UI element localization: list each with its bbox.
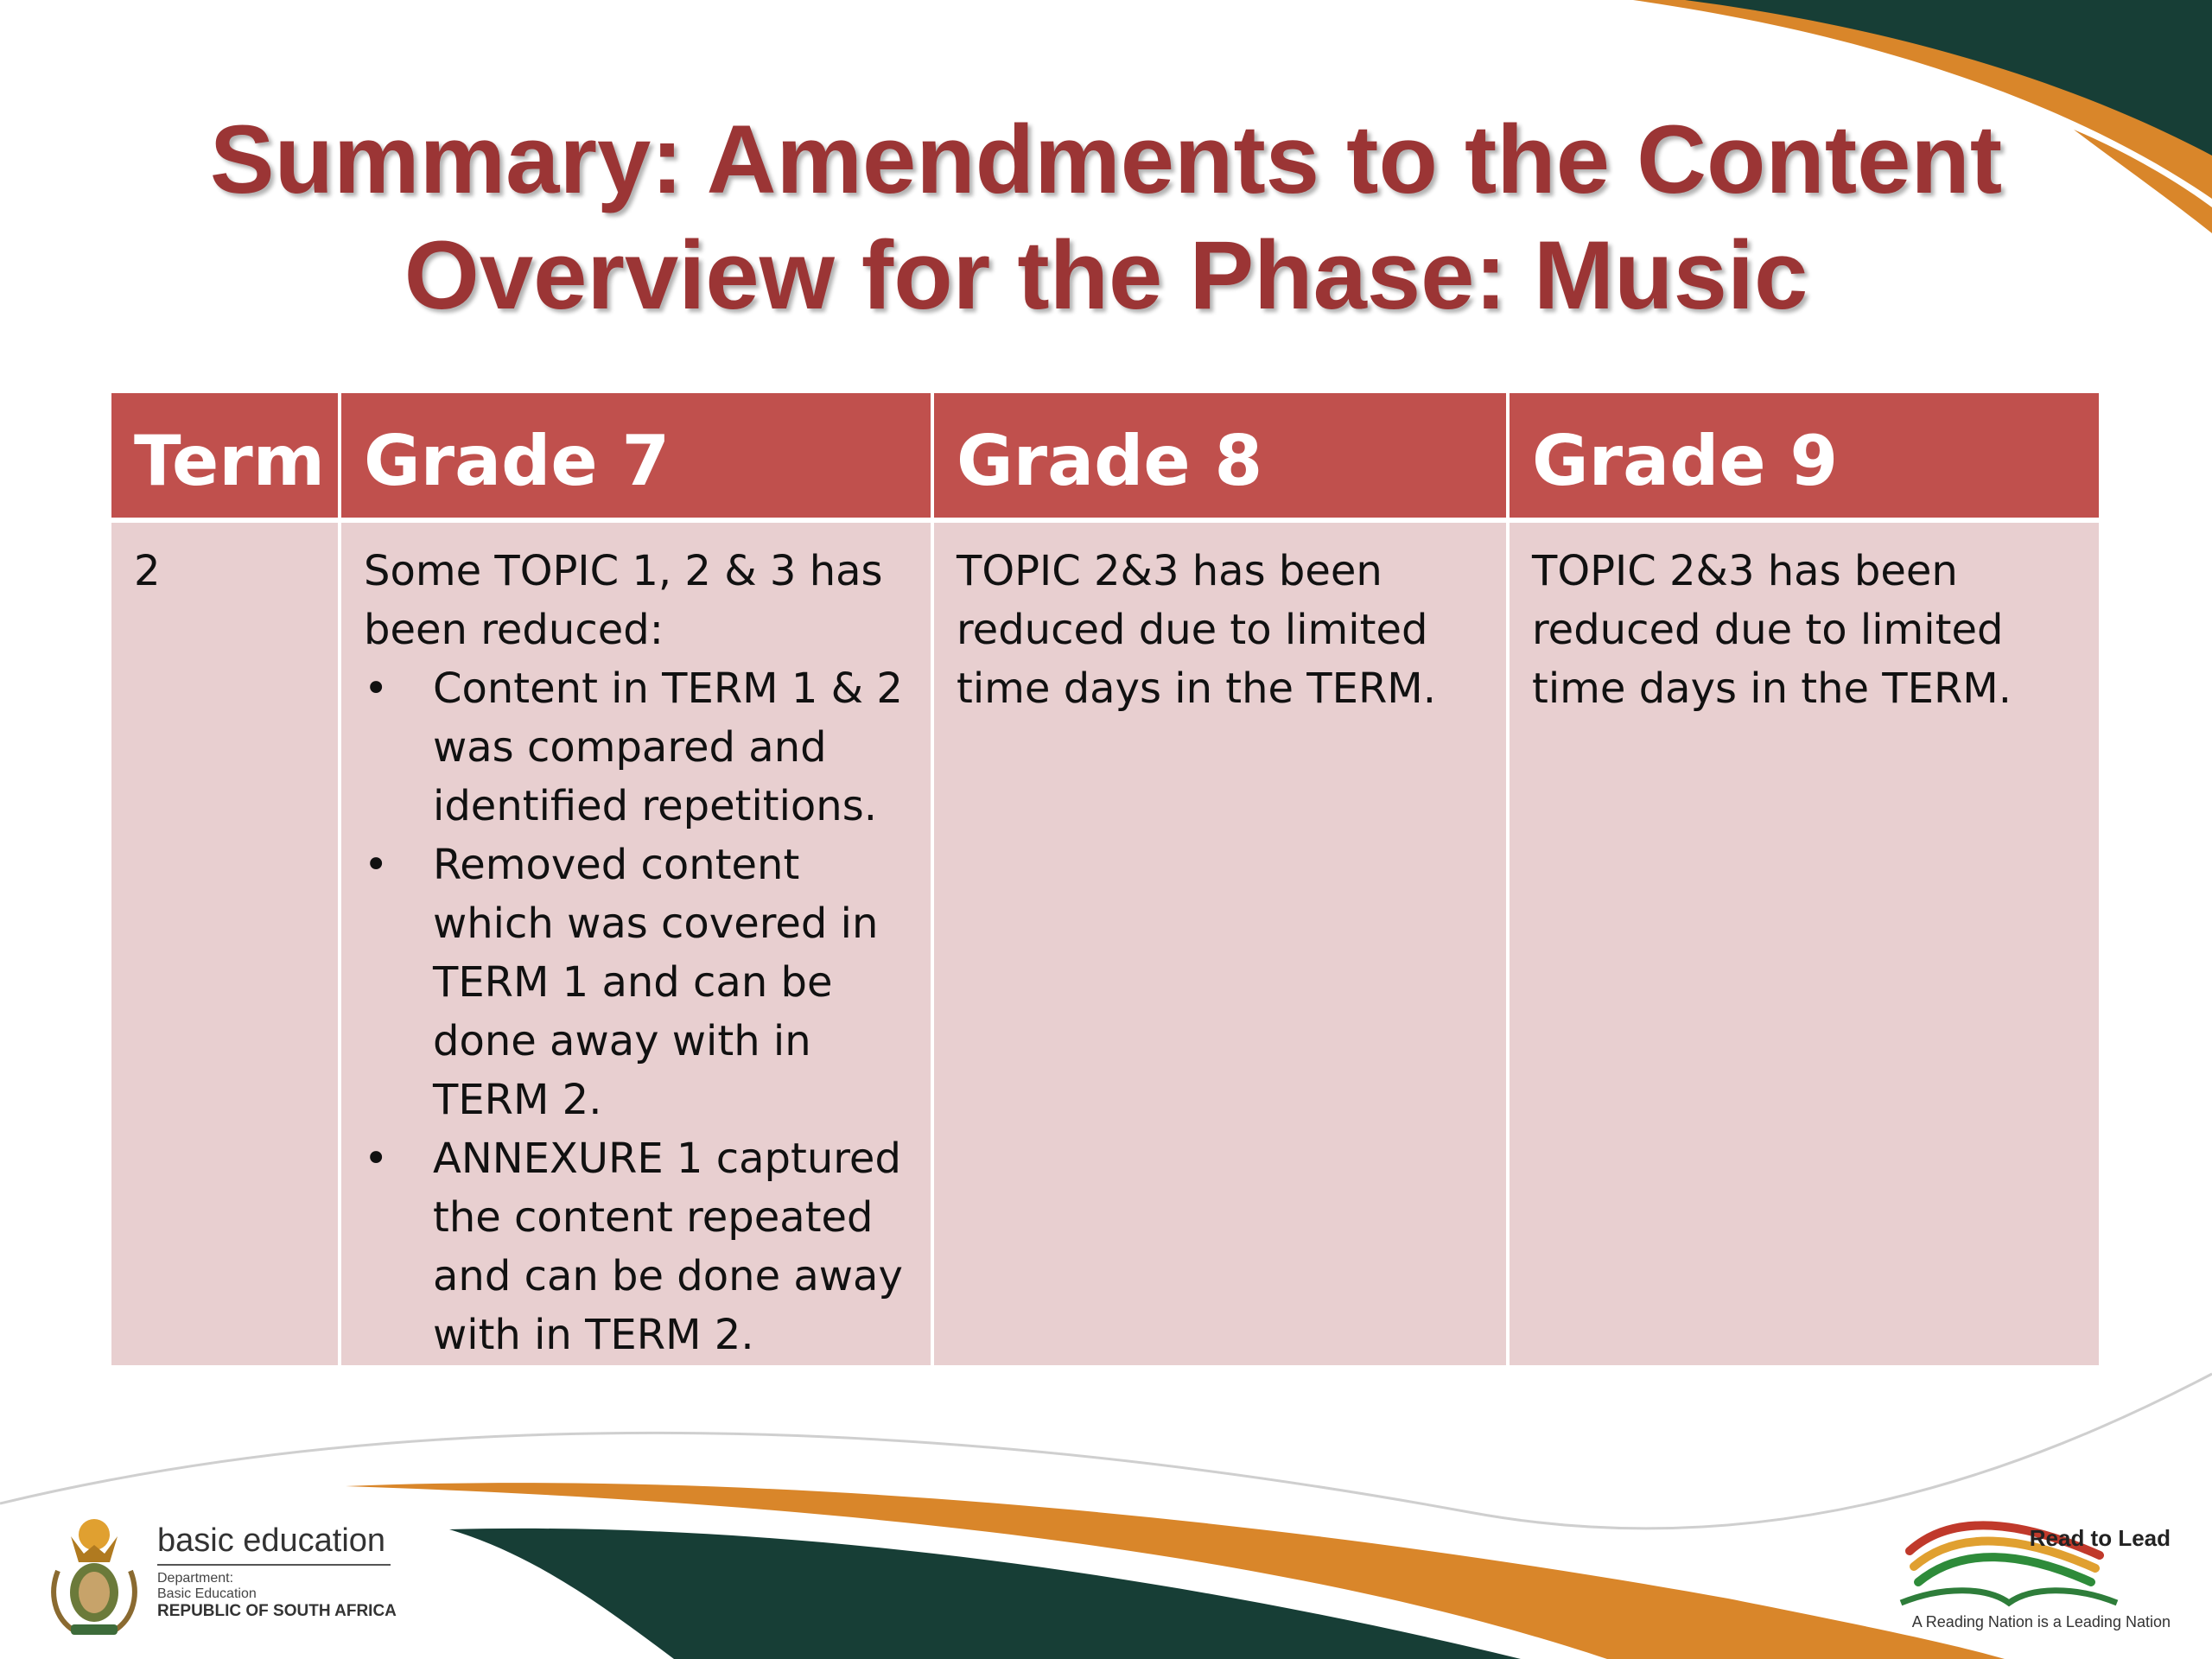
slide-title (86, 102, 2126, 334)
bullet-text: Removed content which was covered in TERM 1 and can be done away with in TERM 2. (433, 841, 879, 1124)
read-to-lead-tagline: A Reading Nation is a Leading Nation (1911, 1613, 2171, 1630)
bullet-icon: • (364, 664, 389, 713)
read-to-lead-logo (1892, 1508, 2177, 1637)
brand-name: basic education (157, 1522, 386, 1559)
cell-grade-7 (340, 520, 932, 1365)
list-item (364, 659, 908, 836)
country-name: REPUBLIC OF SOUTH AFRICA (157, 1602, 397, 1620)
slide-title-line-1: Summary: Amendments to the Content (209, 105, 2003, 213)
bullet-icon: • (364, 841, 389, 889)
grade-7-bullet-list (364, 659, 908, 1364)
cell-term: 2 (111, 520, 340, 1365)
department-label: Department: (157, 1571, 234, 1586)
coat-of-arms-icon (45, 1510, 144, 1640)
table-row (111, 520, 2099, 1365)
cell-grade-9: TOPIC 2&3 has been reduced due to limited time days in the TERM. (1508, 520, 2099, 1365)
bullet-icon: • (364, 1135, 389, 1183)
brand-divider (157, 1564, 391, 1566)
list-item (364, 1129, 908, 1364)
list-item (364, 836, 908, 1129)
bullet-text: Content in TERM 1 & 2 was compared and identified repetitions. (433, 664, 903, 830)
grade-7-intro: Some TOPIC 1, 2 & 3 has been reduced: (364, 547, 883, 654)
read-to-lead-title: Read to Lead (2029, 1525, 2171, 1551)
basic-education-logo (45, 1510, 408, 1640)
header-grade-7: Grade 7 (340, 393, 932, 520)
department-name: Basic Education (157, 1586, 257, 1601)
bullet-text: ANNEXURE 1 captured the content repeated and can be done away with in TERM 2. (433, 1135, 903, 1359)
amendments-table (111, 393, 2099, 1365)
header-term: Term (111, 393, 340, 520)
table-header-row (111, 393, 2099, 520)
header-grade-9: Grade 9 (1508, 393, 2099, 520)
slide-title-line-2: Overview for the Phase: Music (404, 221, 1808, 329)
cell-grade-8: TOPIC 2&3 has been reduced due to limited time days in the TERM. (932, 520, 1508, 1365)
header-grade-8: Grade 8 (932, 393, 1508, 520)
